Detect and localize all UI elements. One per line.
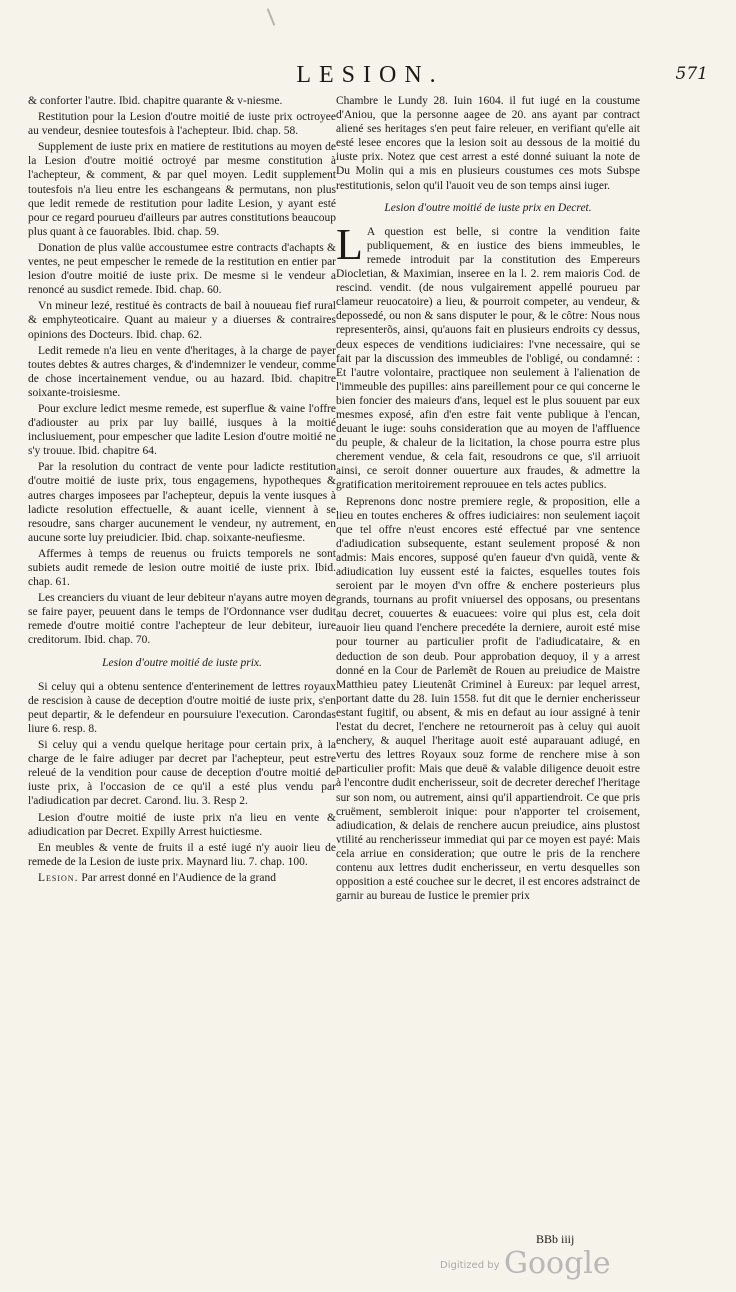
paragraph: Vn mineur lezé, restitué ès contracts de bail à nouueau fief rural & emphyteoticaire. Quant au maieur y a diuerses & contraires opinions des Docteurs. Ibid. chap. 62. bbox=[28, 300, 336, 341]
paragraph-text: Par arrest donné en l'Audience de la grand bbox=[81, 871, 276, 884]
paragraph: Affermes à temps de reuenus ou fruicts temporels ne sont subiets audit remede de lesion outre moitié de iuste prix. Ibid. chap. 61. bbox=[28, 547, 336, 589]
paragraph: Chambre le Lundy 28. Iuin 1604. il fut iugé en la coustume d'Aniou, que la personne aagee de 20. ans ayant par contract aliené ses heritages s'en peut faire releuer, en verifiant qu'elle ait esté lesee encores que la lesion soit au dessous de la moitié du iuste prix. Notez que cest arrest a esté donné suiuant la note de Du Molin qui a mis en plusieurs coustumes ces mots Subspe restitutionis, selon qu'il l'auoit veu de son temps ainsi iuger. bbox=[336, 95, 640, 192]
running-head: LESION. bbox=[296, 62, 444, 88]
left-column bbox=[28, 94, 336, 887]
lead-word: Lesion. bbox=[38, 871, 79, 884]
paragraph bbox=[336, 219, 640, 493]
paragraph bbox=[28, 871, 336, 885]
signature-mark: BBb iiij bbox=[536, 1232, 575, 1246]
section-heading: Lesion d'outre moitié de iuste prix en Decret. bbox=[384, 201, 592, 214]
paragraph: Reprenons donc nostre premiere regle, & proposition, elle a lieu en toutes encheres & offres iudiciaires: non seulement iaçoit que tel offre n'eust encores esté effectué par vne sentence d'adiudication subsequente, estant seulement proposé & non admis: Mais encores, supposé qu'en faueur d'vn quidã, vente & adiudication luy eussent esté ia faictes, esquelles toutes fois seroient par le moyen d'vn offre & enchere posterieurs plus grands, tournans au profit vniuersel des opposans, ou presentans au decret, couuertes & euacuees: voire qui plus est, cela doit auoir lieu quand l'enchere precedéte la derniere, auroit esté mise pour tourner au particulier profit de l'adiudicataire, & en deduction de son deub. Pour approbation dequoy, il y a arrest donné en la Cour de Parlemẽt de Rouen au preiudice de Maistre Matthieu patey Lieutenãt Criminel à Eureux: par lequel arrest, portant datte du 28. Iuin 1558. fut dit que le dernier encherisseur estant fugitif, ou absent, & mis en defaut au iour assigné à tenir l'estat du decret, l'enchere ne retourneroit pas à celuy qui auoit enchery, & auquel l'heritage auoit esté auparauant adiugé, en vertu des lettres Royaux souz forme de renchere mise à son particulier profit: Mais que deuë & valable diligence deuoit estre à l'encontre dudit encherisseur, soit de decreter derechef l'heritage sur son nom, ou autrement, ainsi qu'il appartiendroit. Ce que pris cruëment, sembleroit inique: pour n'apporter tel croisement, adiudication, & delais de renchere aucun preiudice, ains plustost vtilité au rencherisseur immediat qui par ce moyen est payé: Mais cela arriue en consideration; que outre le pris de la renchere contenu aux lettres dudit encherisseur, en vertu desquelles son opposition a esté couchee sur le decret, il est encores adstrainct de garnir au bureau de Iustice le premier prix bbox=[336, 495, 640, 903]
paragraph: Ledit remede n'a lieu en vente d'heritages, à la charge de payer toutes debtes & autres charges, & d'indemnizer le vendeur, comme de chose incertainement vendue, ou au hazard. Ibid. chapitre soixante-troisiesme. bbox=[28, 344, 336, 399]
page-header bbox=[32, 62, 708, 92]
section-heading: Lesion d'outre moitié de iuste prix. bbox=[102, 656, 262, 669]
paragraph: En meubles & vente de fruits il a esté iugé n'y auoir lieu de remede de la Lesion de iuste prix. Maynard liu. 7. chap. 100. bbox=[28, 841, 336, 868]
paragraph: & conforter l'autre. Ibid. chapitre quarante & v-niesme. bbox=[28, 95, 283, 107]
paragraph: Donation de plus valüe accoustumee estre contracts d'achapts & ventes, ne peut empescher le remede de la restitution en entier par lesion d'outre moitié de iuste prix. De mesme si le vendeur a renoncé au susdict remede. Ibid. chap. 60. bbox=[28, 241, 336, 297]
margin-mark bbox=[267, 8, 276, 25]
stamp-prefix: Digitized by bbox=[440, 1260, 500, 1271]
page-number: 571 bbox=[675, 64, 708, 84]
digitization-stamp bbox=[440, 1246, 620, 1282]
paragraph: Les creanciers du viuant de leur debiteur n'ayans autre moyen de se faire payer, peuuent dans le temps de l'Ordonnance vser dudit remede d'outre moitié contre l'achepteur de leur debiteur, iure creditorum. Ibid. chap. 70. bbox=[28, 592, 336, 647]
paragraph: Supplement de iuste prix en matiere de restitutions au moyen de la Lesion d'outre moitié octroyé par mesme constitution à l'achepteur, & comment, & par quel moyen. Ledit supplement toutesfois n'a lieu entre les eschangeans & permutans, non plus que ledit remede de restitution pour ladite Lesion, y ayant esté pour ce regard pourueu d'ailleurs par autres constitutions beaucoup plus quant à ce fauorables. Ibid. chap. 59. bbox=[28, 141, 336, 238]
drop-cap: L bbox=[336, 219, 363, 269]
paragraph: Pour exclure ledict mesme remede, est superflue & vaine l'offre d'adiouster au prix par luy baillé, iusques à la moitié inclusiuement, pour empescher que ladite Lesion d'outre moitié ne s'y trouue. Ibid. chapitre 64. bbox=[28, 402, 336, 458]
right-column bbox=[336, 94, 640, 905]
google-logo: Google bbox=[504, 1246, 611, 1281]
paragraph: Si celuy qui a vendu quelque heritage pour certain prix, à la charge de le faire adiuger par decret par l'achepteur, peut estre releué de la vendition pour cause de deception d'outre moitié de iuste prix, à l'occasion de ce qu'il a esté plus vendu par l'adiudication par decret. Carond. liu. 3. Resp 2. bbox=[28, 739, 336, 808]
paragraph: Si celuy qui a obtenu sentence d'enterinement de lettres royaux de rescision à cause de deception d'outre moitié de iuste prix, s'en peut departir, & le defendeur en poursuiure l'execution. Carondas liure 6. resp. 8. bbox=[28, 680, 336, 735]
paragraph: Par la resolution du contract de vente pour ladicte restitution d'outre moitié de iuste prix, tous engagemens, hypotheques & autres charges imposees par l'achepteur, depuis la vente iusques à ladicte resolution effectuelle, & auant icelle, viennent à se resoudre, sans charger aucunement le vendeur, ny autrement, en aucune sorte luy preiudicier. Ibid. chap. soixante-neufiesme. bbox=[28, 461, 336, 544]
paragraph-text: A question est belle, si contre la vendition faite publiquement, & en iustice des biens immeubles, le remede introduit par la constitution des Empereurs Diocletian, & Maximian, inseree en la l. 2. rem maioris Cod. de rescind. vendit. (de nous vulgairement appellé pourueu par clameur reuocatoire) a lieu, & pourroit competer, au vendeur, & depossedé, ou non & sans disputer le pour, & le côtre: Nous nous representerõs, ainsi, qu'auons fait en plusieurs endroits cy dessus, deux especes de venditions iudiciaires: l'vne necessaire, qui se fait par la discussion des immeubles de l'obligé, ou condamné: : Et l'autre volontaire, practiquee non seulement à l'alienation de l'immeuble des pupilles: ains pareillement pour ce qui concerne le bien foncier des maieurs d'ans, lequel est le plus souuent par eux mesmes exposé, afin d'en estre fait vente publique à l'encan, deuant le iuge: souhs consideration que au moyen de l'affluence du peuple, & chaleur de la licitation, la chose pourra estre plus cherement vendue, & cela fait, resoudrons ce que, s'il arriuoit ainsi, ce seroit donner ouuerture aux fraudes, & admettre la gratification meritoirement reprouuee en tels actes publics. bbox=[336, 225, 640, 492]
paragraph: Restitution pour la Lesion d'outre moitié de iuste prix octroyee au vendeur, desniee toutesfois à l'achepteur. Ibid. chap. 58. bbox=[28, 111, 336, 138]
paragraph: Lesion d'outre moitié de iuste prix n'a lieu en vente & adiudication par Decret. Expilly Arrest huictiesme. bbox=[28, 811, 336, 838]
